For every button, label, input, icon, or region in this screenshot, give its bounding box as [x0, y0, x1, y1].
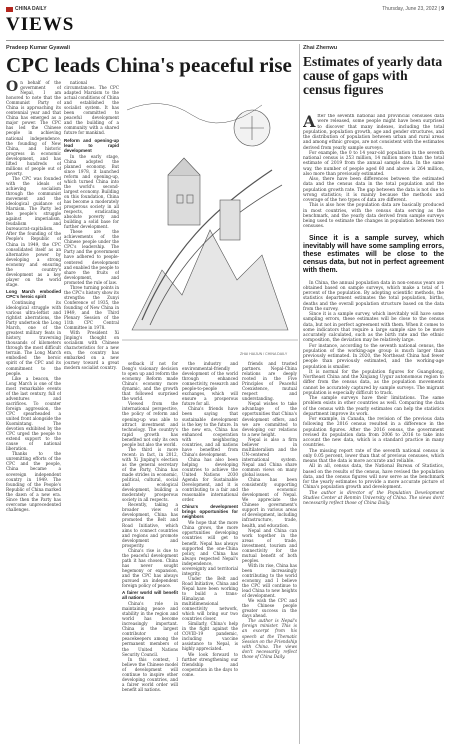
paragraph: Under the Belt and Road Initiative, China and Nepal have been working to build a trans-Himalayan multidimensional connectivity network, which will bring our two countries closer. — [182, 575, 238, 622]
brand-name: CHINA DAILY — [15, 6, 47, 12]
paragraph: These are the achievements of the Chinese people under the CPC's leadership. The Party and the government have adhered to people-centered development and enabled the people to share the fruits of development, and promoted the rule of law. — [64, 229, 119, 285]
paragraph: Nepal wishes to take advantage of the opportunities that China's development offers, and we are committed to developing our relations to a new height. — [242, 401, 297, 437]
paragraph: For instance, according to the seventh national census, the population of the working-age group is much larger than previously estimated. In 2020, the Northeast China had fewer people than previously estimated, and the working-age population is smaller. — [303, 343, 444, 370]
paragraph: Viewed from the international perspective, the policy of reform and opening-up was able to attract investment and technology. The country's rapid growth has benefited not only its own people but also the world. — [122, 401, 178, 447]
subheading: Reform and opening-up lead to rapid development — [64, 137, 119, 153]
left-column-5 — [242, 361, 297, 742]
paragraph: Since it is a sample survey, which inevitably will have some sampling errors, these estimates will be close to the census data, but not in perfect agreement with them. When it comes to some indicators that require a large sample size to be more accurately calculated, such as the birth rate and the ethnic composition, the deviation may be relatively large. — [303, 312, 444, 344]
author-note: The author is director of the Population Development Studies Center at Renmin University of China. The views don't necessarily reflect those of China Daily. — [303, 490, 444, 507]
paragraph: This is also how the population data are basically produced in most countries, with the census data serving as the benchmark, and the yearly data derived from sample surveys being used to estimate the changes in population between two censuses. — [303, 203, 444, 230]
page-number: 9 — [441, 6, 444, 12]
paragraph: Three turning points in the CPC's history show its strengths: the Zunyi Conference of 1935, the founding of New China in 1949, and the Third Plenary Session of the 11th CPC Central Committee in 1978. — [64, 284, 119, 331]
paragraph: Like a beacon, the Long March is one of the most remarkable events of the last century, full of adventures and sacrifices. To counter foreign aggression, the CPC spearheaded a united front alongside the Kuomintang. The devotion exhibited by the CPC urged the people to extend support to the cause of national liberation. — [6, 375, 61, 452]
paragraph: China's friends have been saying that sustainable development is the key to the future. In the new era, China has enhanced cooperation with neighboring countries, and all nations have benefited from China's development. — [182, 406, 238, 457]
illustration-image — [122, 80, 298, 349]
paragraph: national circumstances. The CPC adapted Marxism to the actual conditions of China and established the socialist system. It has been committed to peaceful development and the building of a community with a shared future for mankind. — [64, 80, 119, 136]
section-title: VIEWS — [6, 14, 75, 35]
paragraph: fter the seventh national and provincial censuses data were released, some people might have been surprised to discover that many indexes, including the total population, population growth, age and gender structures, and the distribution of population between urban and rural areas and among ethnic groups, are not consistent with the estimates derived from yearly sample surveys. — [303, 114, 444, 151]
paragraph: Recently, taking a broader view of development, China has promoted the Belt and Road Initiative, which aims to connect countries and regions and promote development and prosperity. — [122, 502, 178, 548]
brand — [6, 6, 47, 12]
paragraph: We wish the CPC and the Chinese people greater success in the days ahead. — [242, 598, 297, 619]
left-author: Pradeep Kumar Gyawali — [6, 45, 71, 51]
paragraph: The third is more recent: in fact, in 2012, with Xi Jinping's election as the general secretary of the Party, China has made strides in economic, political, cultural, social and ecological development, building a moderately prosperous society in all respects. — [122, 446, 178, 503]
subheading: Long March embodied CPC's heroic spirit — [6, 288, 61, 299]
paragraph: For example, the 0 to 14 year-old population in the seventh national census is 253 million, 14 million more than the total estimate of 2019 from the annual sample data. In the same way, the number of people aged 60 and above is 264 million, also more than previously estimated. — [303, 150, 444, 177]
paragraph: It is normal for the population figures for Guangdong, Northeast China and the Xinjiang Uygur autonomous region to differ from the census data, as the population movements cannot be accurately captured by sample surveys. The migrant population is especially difficult to track. — [303, 369, 444, 396]
paragraph: China has also been helping developing countries to achieve the United Nations 2030 Agenda for Sustainable Development, and it is contributing to a fair and reasonable international order. — [182, 456, 238, 503]
left-column-2 — [64, 80, 119, 742]
right-headline: Estimates of yearly data cause of gaps with census figures — [303, 54, 443, 98]
paragraph: China's role in maintaining peace and stability in the region and world has become increasingly important. China is the largest contributor of peacekeepers among the permanent members of the United Nations Security Council. — [122, 601, 178, 657]
paragraph: Continuing its ideological struggle with various ultra-leftist and rightist aberrations, the Party undertook the Long March, one of the greatest military feats in history, traversing thousands of kilometers through the most difficult terrain. The Long March embodied the heroic spirit of the CPC and its commitment to the people. — [6, 299, 61, 376]
dateline: Thursday, June 23, 2022 — [382, 6, 438, 12]
drop-cap: O — [6, 80, 19, 95]
page-header — [6, 4, 444, 14]
paragraph: The missing report rate of the seventh national census is only 0.05 percent, lower than that of previous censuses, which means that the data is more accurate and reliable. — [303, 448, 444, 465]
paragraph: Similarly, China's help in the fight against the COVID-19 pandemic, including vaccine assistance to Nepal, is highly appreciated. — [182, 621, 238, 652]
page-info: Thursday, June 23, 2022 | 9 — [382, 6, 444, 12]
paragraph: All in all, census data, the National Bureau of Statistics, based on the results of the census, have revised the population data, and the census figures will now serve as the benchmark for the yearly estimates to provide a more accurate picture of China's population growth and development. — [303, 464, 444, 491]
paragraph: the industry and environmental-friendly development of the world through enhanced connectivity, research and people-to-people exchanges, which will ensure a prosperous future for all. — [182, 361, 238, 407]
paragraph: friends and trusted partners. Nepal-China relations are deeply rooted in the Five Principles of Peaceful Coexistence, mutual respect and understanding. — [242, 361, 297, 402]
left-column-1 — [6, 80, 61, 742]
subheading: A fairer world will benefit all nations — [122, 590, 178, 601]
paragraph: Nepal and China can work together in the areas of trade, investment, tourism and connectivity for the mutual benefit of both peoples. — [242, 527, 297, 563]
image-caption: ZHAI HAIJUN / CHINA DAILY — [240, 352, 288, 356]
pull-quote: Since it is a sample survey, which inevitably will have some sampling errors, these estimates will be close to the census data, but not in perfect agreement with them. — [303, 234, 444, 275]
paragraph: For example, in Canada, the revision of the previous data following the 2016 census resulted in a difference in the population figures. After the 2016 census, the government revised its population data from 2006 to 2016 to take into account the new data, which is a standard practice in many countries. — [303, 417, 444, 449]
paragraph: China's rise is due to the peaceful development path it has chosen. China has never sought hegemony or expansion, and the CPC has always pursued an independent foreign policy of peace. — [122, 547, 178, 589]
paragraph: setback if not for Deng's visionary decision to open up and reform the economy. Reform made China's economy more dynamic, and the growth that followed surprised the world. — [122, 361, 178, 402]
paragraph: Also, there have been differences between the estimated data and the census data in the total population and the population growth rate. The gap between the data is not due to wrong statistics; it is mainly because the methods and coverage of the two types of data are different. — [303, 177, 444, 203]
left-column-3 — [122, 361, 178, 742]
left-headline: CPC leads China's peaceful rise — [6, 53, 292, 77]
right-author: Zhai Zhenwu — [303, 45, 338, 51]
column-divider — [299, 44, 300, 744]
paragraph: Thanks to the unremitting efforts of the CPC and the people, China became a sovereign independent country in 1949. The founding of the People's Republic of China marked the dawn of a new era. Since then the Party has overcome unprecedented challenges. — [6, 451, 61, 512]
paragraph: With President Xi Jinping's thought on socialism with Chinese characteristics for a new era, the country has embarked on a new journey toward a great modern socialist country. — [64, 330, 119, 371]
header-rule — [6, 40, 444, 41]
china-daily-logo-icon — [6, 7, 13, 12]
paragraph: The sample surveys have their limitations. The same problem exists in other countries as well. Comparing the data of the census with the yearly estimates can help the statistics department improve its work. — [303, 396, 444, 417]
paragraph: China has been consistently supporting the economic development of Nepal. We appreciate the Chinese government's support in various areas of development, including infrastructure, trade, health, and education. — [242, 477, 297, 528]
paragraph: n behalf of the government of Nepal, I am honored to note that the Communist Party of China is approaching its centennial year and that China has emerged as a major power. The CPC has led the Chinese people in achieving national independence, the founding of New China, and historic progress in economic development, and has lifted hundreds of millions of people out of poverty. — [6, 80, 61, 176]
paragraph: With its rise, China has been increasingly contributing to the world economy, and I believe the CPC will continue to lead China to new heights of development. — [242, 562, 297, 599]
right-column — [303, 114, 444, 744]
author-note: The author is Nepal's foreign minister. This is an excerpt from his speech at the Thematic Session on the Friendship with China. The views don't necessarily reflect those of China Daily. — [242, 618, 297, 659]
paragraph: We look forward to further strengthening our friendship and cooperation in the days to come. — [182, 651, 238, 677]
drop-cap: A — [303, 114, 316, 131]
paragraph: The CPC was founded with the ideals of achieving socialism through the communist movement and the ideological guidance of Marxism. The Party led the people's struggle against imperialism, feudalism and bureaucrat-capitalism. After the founding of the People's Republic of China in 1949, the CPC consolidated itself as an alternative power by developing a strong economy and ensuring the country's development as a key player on the world stage. — [6, 175, 61, 287]
subheading: China's development brings opportunities for neighbors — [182, 504, 238, 520]
paragraph: In the early stage, China adopted the planned economy. But since 1978, it launched reform and opening-up, which turned China into the world's second-largest economy. Building on this foundation, China has become a moderately prosperous society in all respects, eradicating absolute poverty and building a solid base for further development. — [64, 153, 119, 230]
paragraph: We hope that the more China grows, the more opportunities developing countries will get to benefit. Nepal has always supported the one-China policy, and China has always respected Nepal's independence, sovereignty and territorial integrity. — [182, 520, 238, 576]
paragraph: In this context, I believe the Chinese model of development will continue to inspire other developing countries, and a fairer world order will benefit all nations. — [122, 656, 178, 692]
paragraph: Nepal is also a firm believer in multilateralism and the UN-centered international system. Nepal and China share common views on many global issues. — [242, 436, 297, 478]
paragraph: In China, the annual population data in non-census years are obtained based on sample surveys, which make a total of 1 percent of the population. By adopting scientific methods, the statistics department estimates the total population, births, deaths and the overall population structure based on the data from the survey. — [303, 280, 444, 312]
left-column-4 — [182, 361, 238, 742]
